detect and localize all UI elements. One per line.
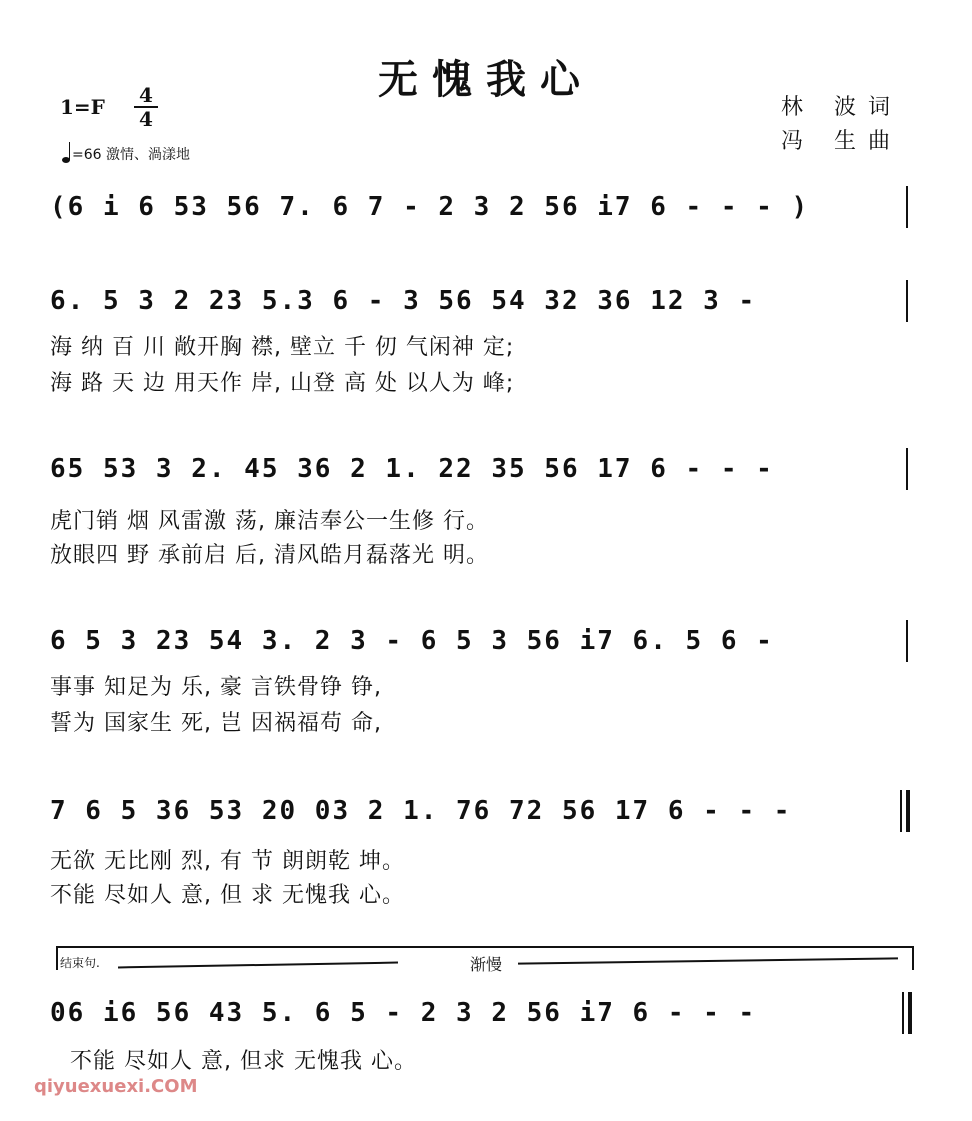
- ending-label: 结束句.: [60, 956, 100, 970]
- lyric-line-5-verse-2: 不能 尽如人 意, 但 求 无愧我 心。: [50, 883, 405, 908]
- score-line-6: 06 i6 56 43 5. 6 5 - 2 3 2 56 i7 6 - - -: [50, 998, 757, 1028]
- meter-bottom: 4: [134, 106, 158, 130]
- ritardando-label: 渐慢: [470, 955, 503, 974]
- barline: [906, 620, 908, 662]
- lyric-line-6: 不能 尽如人 意, 但求 无愧我 心。: [70, 1049, 417, 1074]
- lyric-line-5-verse-1: 无欲 无比刚 烈, 有 节 朗朗乾 坤。: [50, 849, 405, 874]
- quarter-note-icon: [62, 157, 70, 163]
- repeat-barline: [900, 790, 902, 832]
- lyric-line-2-verse-1: 海 纳 百 川 敞开胸 襟, 壁立 千 仞 气闲神 定;: [50, 335, 515, 360]
- lyric-line-2-verse-2: 海 路 天 边 用天作 岸, 山登 高 处 以人为 峰;: [50, 371, 515, 396]
- tempo-marking: [62, 144, 190, 164]
- barline: [906, 280, 908, 322]
- lyric-line-3-verse-1: 虎门销 烟 风雷激 荡, 廉洁奉公一生修 行。: [50, 509, 489, 534]
- composer-credit: 冯 生曲: [781, 129, 902, 154]
- score-line-4: 6 5 3 23 54 3. 2 3 - 6 5 3 56 i7 6. 5 6 -: [50, 626, 774, 656]
- final-barline-thick: [908, 992, 912, 1034]
- meter-top: 4: [139, 83, 153, 107]
- key-signature: 1=F: [60, 95, 105, 119]
- score-line-5: 7 6 5 36 53 20 03 2 1. 76 72 56 17 6 - - -: [50, 796, 792, 826]
- barline: [906, 186, 908, 228]
- tempo-text: =66 激情、渦漾地: [72, 147, 190, 163]
- lyricist-credit: 林 波词: [781, 95, 902, 120]
- page-title: 无愧我心: [378, 56, 594, 103]
- barline: [906, 448, 908, 490]
- lyric-line-4-verse-2: 誓为 国家生 死, 岂 因祸福苟 命,: [50, 711, 382, 736]
- time-signature: [134, 84, 158, 130]
- watermark: qiyuexuexi.COM: [34, 1076, 198, 1097]
- score-line-3: 65 53 3 2. 45 36 2 1. 22 35 56 17 6 - - -: [50, 454, 774, 484]
- lyric-line-3-verse-2: 放眼四 野 承前启 后, 清风皓月磊落光 明。: [50, 543, 489, 568]
- final-barline: [902, 992, 904, 1034]
- score-line-1: (6 i 6 53 56 7. 6 7 - 2 3 2 56 i7 6 - - - ): [50, 192, 810, 222]
- repeat-barline-thick: [906, 790, 910, 832]
- lyric-line-4-verse-1: 事事 知足为 乐, 豪 言铁骨铮 铮,: [50, 675, 382, 700]
- score-line-2: 6. 5 3 2 23 5.3 6 - 3 56 54 32 36 12 3 -: [50, 286, 757, 316]
